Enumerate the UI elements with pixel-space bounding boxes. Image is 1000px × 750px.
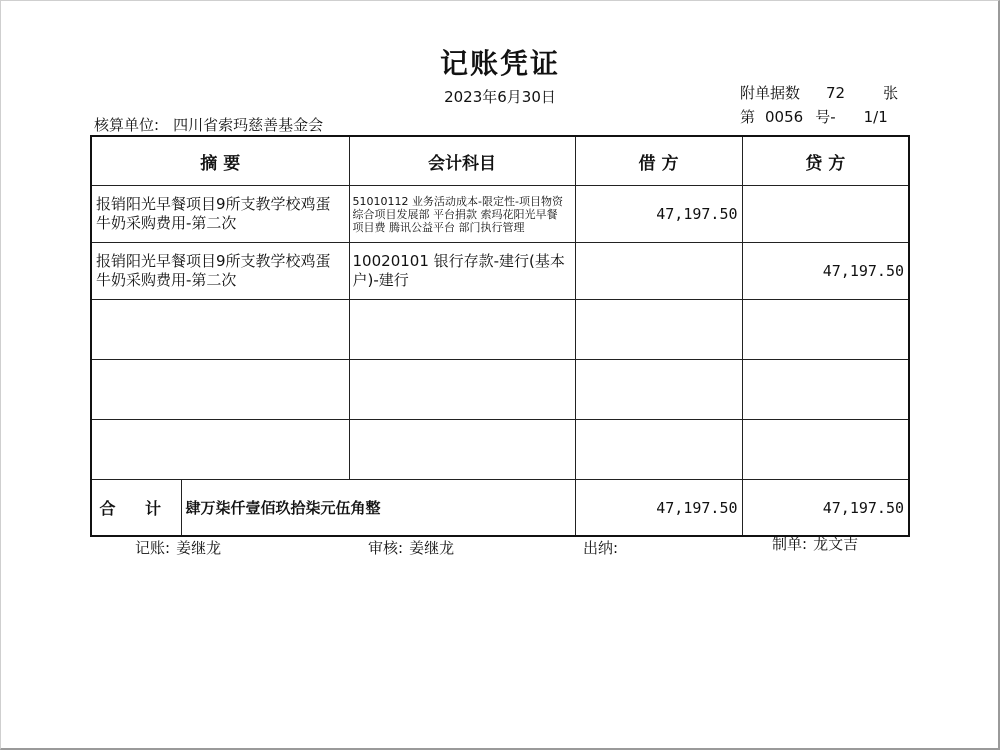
voucher-suffix: 号-: [815, 108, 836, 126]
total-label: 合 计: [91, 480, 181, 537]
accounting-unit: [94, 114, 323, 135]
empty-cell: [575, 300, 742, 360]
voucher-prefix: 第: [740, 108, 756, 126]
attachment-label: 附单据数: [740, 84, 801, 102]
empty-cell: [575, 360, 742, 420]
empty-cell: [91, 360, 349, 420]
empty-row: [91, 360, 909, 420]
empty-cell: [575, 420, 742, 480]
bookkeeper-name: 姜继龙: [176, 539, 222, 557]
entry-debit: [575, 243, 742, 300]
attachment-unit: 张: [883, 84, 899, 102]
cashier-label: 出纳:: [583, 539, 619, 557]
total-credit: 47,197.50: [742, 480, 909, 537]
bookkeeper-signature: [135, 537, 221, 558]
attachment-count: [740, 82, 898, 103]
entry-subject: 10020101 银行存款-建行(基本户)-建行: [349, 243, 575, 300]
column-debit: 借 方: [575, 136, 742, 186]
voucher-title: 记账凭证: [439, 47, 560, 80]
accounting-unit-value: 四川省索玛慈善基金会: [173, 116, 324, 134]
table-row: [91, 243, 909, 300]
attachment-value: 72: [826, 84, 846, 102]
preparer-label: 制单:: [772, 535, 808, 553]
preparer-signature: [772, 533, 858, 554]
empty-cell: [742, 300, 909, 360]
bookkeeper-label: 记账:: [135, 539, 171, 557]
empty-cell: [91, 420, 349, 480]
entry-credit: [742, 186, 909, 243]
empty-cell: [349, 420, 575, 480]
voucher-page: 1/1: [863, 108, 888, 126]
entry-credit: 47,197.50: [742, 243, 909, 300]
reviewer-signature: [368, 537, 454, 558]
accounting-unit-label: 核算单位:: [94, 116, 160, 134]
empty-cell: [742, 360, 909, 420]
table-header-row: [91, 136, 909, 186]
reviewer-label: 审核:: [368, 539, 404, 557]
voucher-date: 2023年6月30日: [444, 88, 556, 106]
column-credit: 贷 方: [742, 136, 909, 186]
column-summary: 摘 要: [91, 136, 349, 186]
total-debit: 47,197.50: [575, 480, 742, 537]
empty-cell: [349, 300, 575, 360]
column-subject: 会计科目: [349, 136, 575, 186]
total-amount-in-words: 肆万柒仟壹佰玖拾柒元伍角整: [181, 480, 575, 537]
empty-row: [91, 300, 909, 360]
empty-cell: [91, 300, 349, 360]
reviewer-name: 姜继龙: [409, 539, 455, 557]
empty-row: [91, 420, 909, 480]
empty-cell: [742, 420, 909, 480]
total-row: [91, 480, 909, 537]
preparer-name: 龙文吉: [813, 535, 859, 553]
voucher-number-value: 0056: [765, 108, 804, 126]
entry-summary: 报销阳光早餐项目9所支教学校鸡蛋牛奶采购费用-第二次: [91, 186, 349, 243]
entry-debit: 47,197.50: [575, 186, 742, 243]
empty-cell: [349, 360, 575, 420]
entry-summary: 报销阳光早餐项目9所支教学校鸡蛋牛奶采购费用-第二次: [91, 243, 349, 300]
voucher-number: [740, 106, 888, 127]
entry-subject: 51010112 业务活动成本-限定性-项目物资 综合项目发展部 平台捐款 索玛花阳光早餐 项目费 腾讯公益平台 部门执行管理: [349, 186, 575, 243]
voucher-table: [90, 135, 910, 537]
cashier-signature: [583, 537, 624, 558]
table-row: [91, 186, 909, 243]
